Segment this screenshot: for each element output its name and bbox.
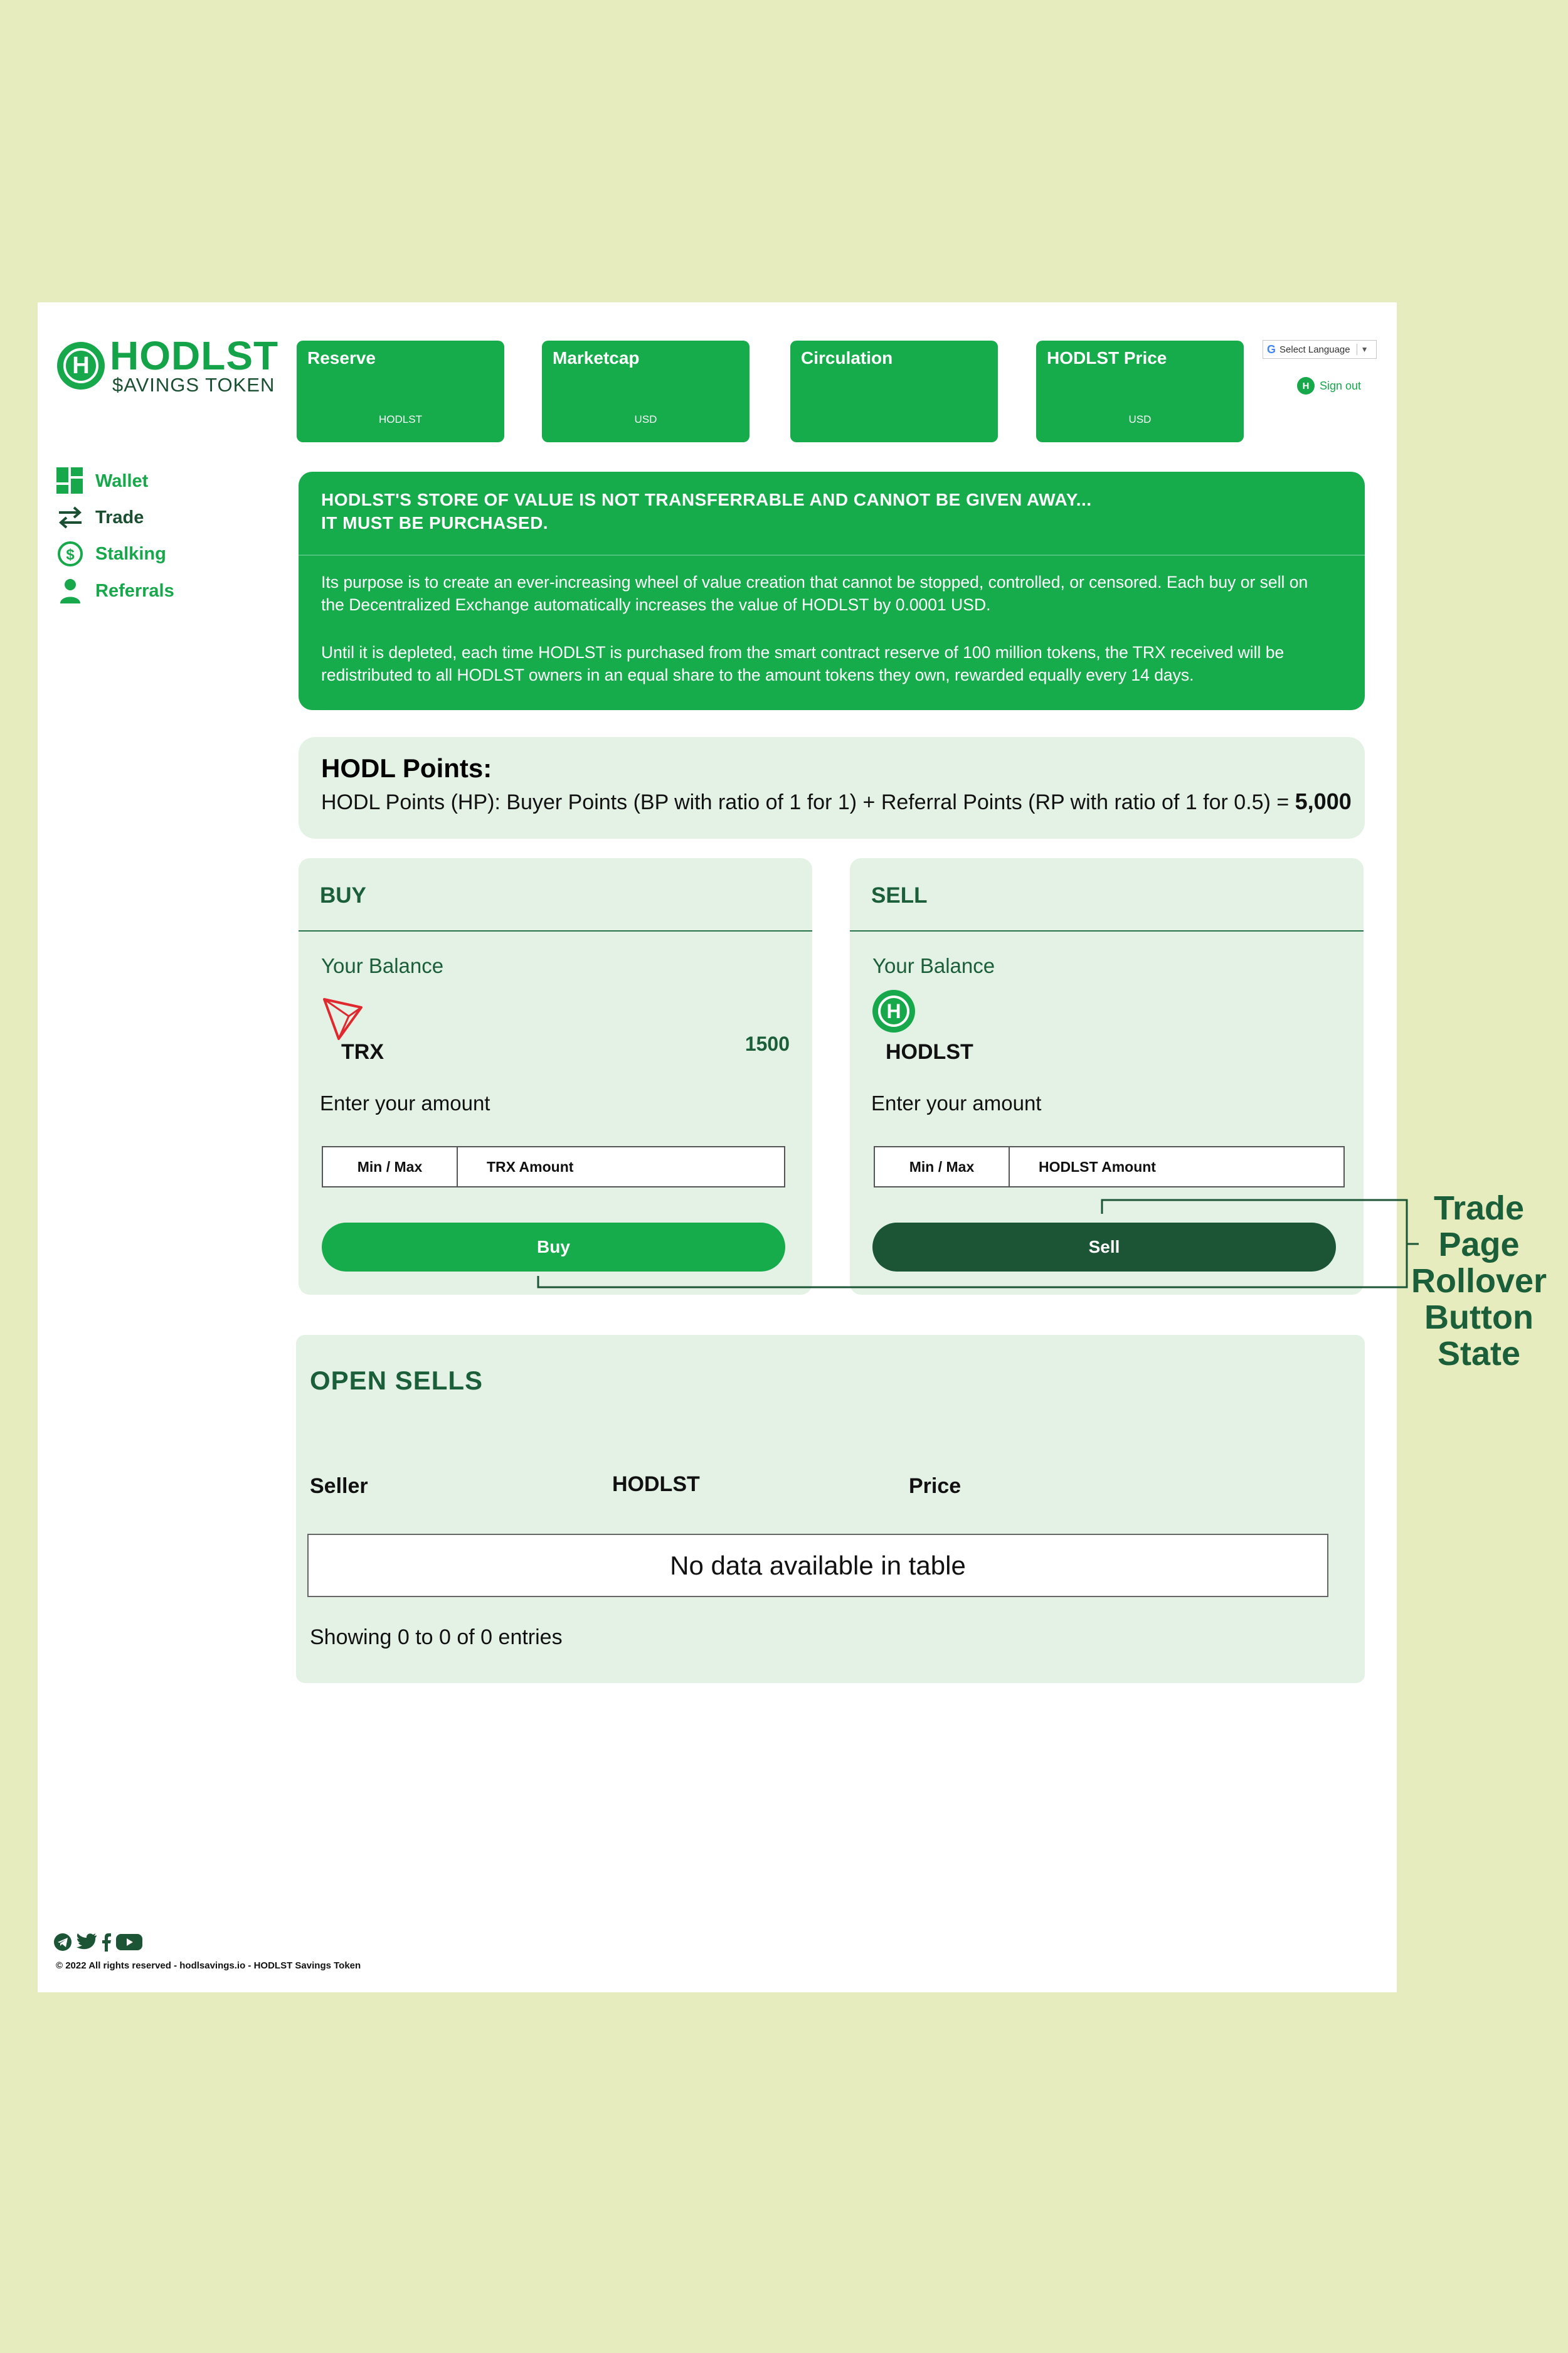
annotation-line: Button — [1424, 1299, 1534, 1336]
buy-heading: BUY — [320, 883, 366, 908]
open-sells-card — [296, 1335, 1365, 1683]
hodlst-logo-icon[interactable]: H — [57, 342, 105, 390]
sell-heading: SELL — [871, 883, 928, 908]
token-balance: 1500 — [744, 1033, 790, 1055]
buy-panel — [299, 858, 812, 1295]
svg-text:$: $ — [66, 546, 75, 563]
annotation-line: State — [1437, 1335, 1521, 1373]
info-banner — [299, 472, 1365, 710]
hodl-points-formula-text: HODL Points (HP): Buyer Points (BP with ratio of 1 for 1) + Referral Points (RP with ratio of 1 for 0.5) = — [321, 790, 1295, 814]
dollar-circle-icon — [56, 540, 84, 568]
stat-title: Reserve — [307, 348, 376, 368]
annotation-line: Rollover — [1411, 1262, 1547, 1300]
sell-panel — [850, 858, 1364, 1295]
enter-amount-label: Enter your amount — [871, 1092, 1042, 1115]
hodl-points-value: 5,000 — [1295, 789, 1352, 814]
telegram-icon[interactable] — [53, 1933, 72, 1952]
empty-table-row: No data available in table — [307, 1534, 1328, 1597]
brand-title: HODLST — [110, 333, 279, 378]
hodl-points-formula — [321, 789, 1352, 815]
sidebar-item-wallet[interactable] — [56, 467, 148, 495]
balance-label: Your Balance — [321, 954, 444, 977]
stat-card-hodlst-price — [1036, 341, 1244, 442]
banner-heading — [321, 488, 1092, 534]
stat-unit: USD — [634, 413, 657, 425]
stat-card-circulation — [790, 341, 998, 442]
tron-icon — [322, 997, 364, 1041]
sidebar-item-stalking[interactable] — [56, 540, 166, 568]
dashboard-grid-icon — [56, 467, 84, 495]
sidebar-item-referrals[interactable] — [56, 577, 174, 605]
open-sells-title: OPEN SELLS — [310, 1366, 484, 1395]
sidebar-item-label: Wallet — [95, 470, 149, 491]
hodlst-amount-field — [874, 1146, 1345, 1187]
facebook-icon[interactable] — [101, 1933, 112, 1952]
banner-divider — [299, 555, 1365, 556]
brand-subtitle: $AVINGS TOKEN — [112, 374, 275, 396]
panel-divider — [299, 930, 812, 932]
min-max-button[interactable]: Min / Max — [875, 1147, 1010, 1186]
trx-amount-input[interactable]: TRX Amount — [487, 1158, 574, 1175]
signout-link[interactable] — [1297, 377, 1361, 395]
balance-label: Your Balance — [872, 954, 995, 977]
enter-amount-label: Enter your amount — [320, 1092, 490, 1115]
stat-title: HODLST Price — [1047, 348, 1167, 368]
banner-heading-line: IT MUST BE PURCHASED. — [321, 513, 549, 533]
social-links — [53, 1933, 142, 1952]
twitter-icon[interactable] — [76, 1933, 97, 1952]
stat-card-marketcap — [542, 341, 750, 442]
user-icon — [56, 577, 84, 605]
sidebar-item-trade[interactable] — [56, 504, 144, 531]
sell-button[interactable]: Sell — [872, 1223, 1336, 1272]
hodlst-small-logo-icon: H — [1297, 377, 1315, 395]
stat-unit: HODLST — [379, 413, 422, 425]
banner-paragraph: Its purpose is to create an ever-increasing wheel of value creation that cannot be stopped, controlled, or censored. Each buy or sell on the Decentralized Exchange automatically increases the value of HODLST by 0.0001 USD. — [321, 573, 1308, 614]
hodl-points-card — [299, 737, 1365, 839]
hodlst-logo-icon: H — [872, 990, 915, 1033]
stat-unit: USD — [1128, 413, 1152, 425]
table-info: Showing 0 to 0 of 0 entries — [310, 1625, 563, 1649]
banner-paragraph: Until it is depleted, each time HODLST is purchased from the smart contract reserve of 100 million tokens, the TRX received will be redistributed to all HODLST owners in an equal share to the amount tokens they own, rewarded equally every 14 days. — [321, 643, 1285, 684]
buy-button[interactable]: Buy — [322, 1223, 785, 1272]
youtube-icon[interactable] — [116, 1933, 142, 1952]
copyright-text: © 2022 All rights reserved - hodlsavings.io - HODLST Savings Token — [56, 1960, 361, 1971]
token-name: HODLST — [886, 1040, 973, 1064]
sidebar-item-label: Trade — [95, 507, 144, 528]
language-select[interactable] — [1263, 340, 1377, 359]
token-name: TRX — [341, 1040, 384, 1064]
column-header-hodlst[interactable]: HODLST — [612, 1472, 700, 1496]
stat-title: Circulation — [801, 348, 893, 368]
trx-amount-field — [322, 1146, 785, 1187]
banner-heading-line: HODLST'S STORE OF VALUE IS NOT TRANSFERRABLE AND CANNOT BE GIVEN AWAY... — [321, 490, 1092, 509]
google-icon: G — [1267, 343, 1276, 356]
panel-divider — [850, 930, 1364, 932]
stat-card-reserve — [297, 341, 504, 442]
dropdown-arrow-icon: ▼ — [1360, 345, 1369, 354]
language-select-label: Select Language — [1279, 344, 1350, 355]
annotation-label — [1408, 1190, 1550, 1372]
hodlst-amount-input[interactable]: HODLST Amount — [1039, 1158, 1156, 1175]
hodl-points-title: HODL Points: — [321, 753, 492, 783]
column-header-price[interactable]: Price — [909, 1474, 961, 1498]
stat-title: Marketcap — [553, 348, 640, 368]
sidebar-item-label: Stalking — [95, 543, 166, 564]
min-max-button[interactable]: Min / Max — [323, 1147, 458, 1186]
annotation-line: Trade — [1433, 1189, 1525, 1227]
column-header-seller[interactable]: Seller — [310, 1474, 368, 1498]
annotation-line: Page — [1438, 1226, 1520, 1263]
sidebar-item-label: Referrals — [95, 580, 174, 601]
signout-label: Sign out — [1320, 379, 1362, 392]
swap-arrows-icon — [56, 504, 84, 531]
